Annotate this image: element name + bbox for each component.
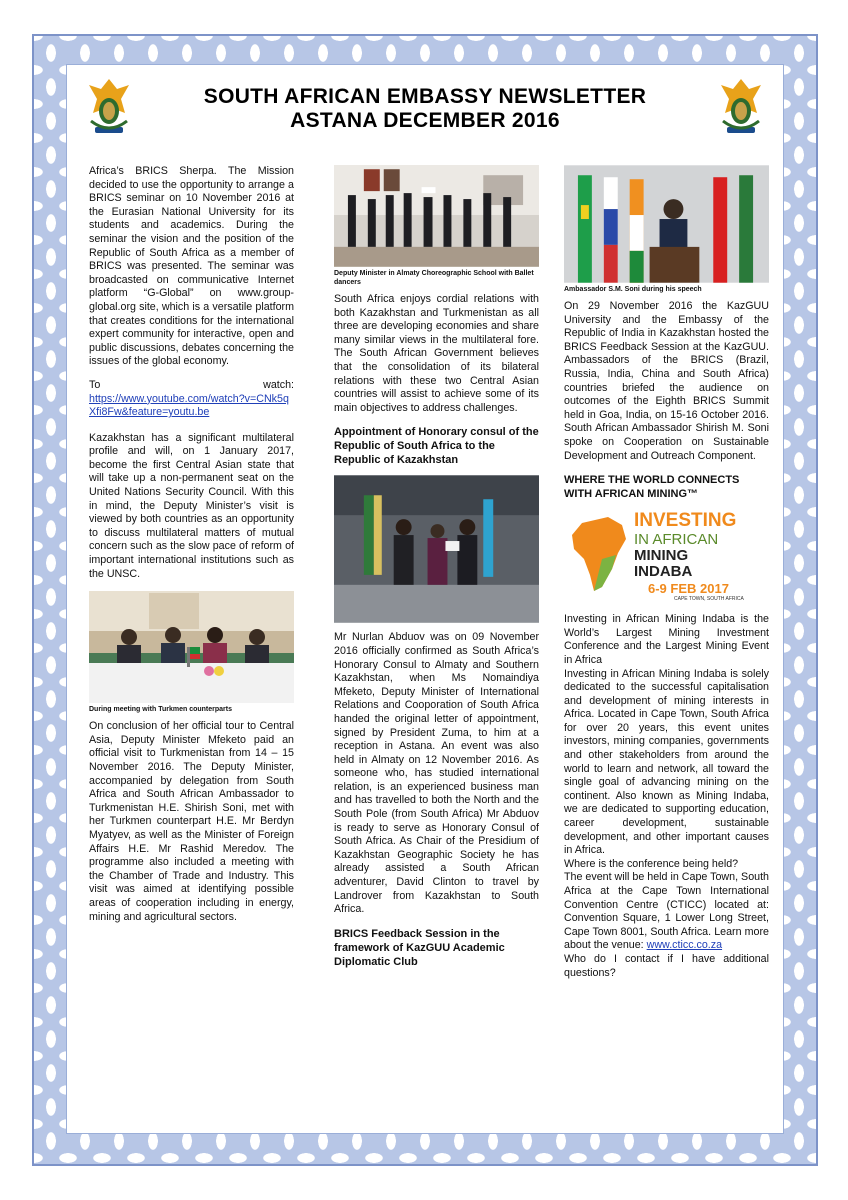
title-line-1: SOUTH AFRICAN EMBASSY NEWSLETTER [203,85,647,108]
section-heading: WHERE THE WORLD CONNECTS WITH AFRICAN MINING™ [564,474,740,501]
turkmen-meeting-photo [89,591,294,703]
logo-line-2: IN AFRICAN [634,531,719,549]
photo-caption: During meeting with Turkmen counterparts [89,706,232,714]
column-2 [334,165,539,977]
paragraph: Kazakhstan has a significant multilateral profile and will, on 1 January 2017, become the first Central Asian state that will take up a non-permanent seat on the United Nations Security Council. With this in mind, the Deputy Minister’s visit is viewed by both countries as an opportunity to discuss multilateral matters of mutual concern such as the slow pace of reform of important international institutions such as the UNSC. [89,431,294,580]
section-heading: Appointment of Honorary consul of the Republic of South Africa to the Republic of Kazakhstan [334,426,539,467]
honorary-consul-photo [334,475,539,623]
header [67,65,783,149]
youtube-link[interactable]: https://www.youtube.com/watch?v=CNk5qXfi8Fw&feature=youtu.be [89,392,289,419]
watch-label: To watch: [89,378,294,391]
column-3 [564,165,769,980]
title-line-2: ASTANA DECEMBER 2016 [290,109,560,132]
mining-indaba-logo [564,509,769,607]
section-heading: BRICS Feedback Session in the framework of KazGUU Academic Diplomatic Club [334,927,505,968]
ballet-dancers-photo [334,165,539,267]
ambassador-speech-photo [564,165,769,283]
column-1 [89,165,294,934]
logo-line-1: INVESTING [634,510,737,532]
photo-caption: Ambassador S.M. Soni during his speech [564,286,702,293]
paragraph: Where is the conference being held? [564,857,739,870]
paragraph: On 29 November 2016 the KazGUU University and the Embassy of the Republic of India in Kazakhstan hosted the BRICS Feedback Session at the KazGUU. Ambassadors of the BRICS (Brazil, Russia, India, China and South Africa) countries briefed the audience on outcomes of the Eighth BRICS Summit held in Goa, India, on 15-16 October 2016. South African Ambassador Shirish M. Soni spoke on Cooperation on Sustainable Development and Outreach Component. [564,300,769,462]
paragraph: Investing in African Mining Indaba is solely dedicated to the successful capitalisation and development of mining interests in Africa. Located in Cape Town, South Africa for over 20 years, this event unites investors, mining companies, governments and other stakeholders from around the world to learn and network, all toward the single goal of advancing mining on the continent. Also known as Mining Indaba, we are dedicated to supporting education, career development, sustainable development, and other important causes in Africa. [564,667,769,857]
paragraph: On conclusion of her official tour to Central Asia, Deputy Minister Mfeketo paid an official visit to Turkmenistan from 14 – 15 November 2016. The Deputy Minister, accompanied by delegation from South Africa and South African Ambassador to Turkmenistan H.E. Shirish Soni, met with her Turkmen counterpart H.E. Mr Berdyn Myatyev, as well as the Minister of Foreign Affairs H.E. Mr Rashid Meredov. The programme also included a meeting with the Chamber of Trade and Industry. This visit was aimed at identifying possible areas of cooperation including in energy, mining and agricultural sectors. [89,720,294,923]
paragraph: Mr Nurlan Abduov was on 09 November 2016 officially confirmed as South Africa’s Honorary Consul to Almaty and Southern Kazakhstan, when Ms Nomaindiya Mfeketo, Deputy Minister of International Relations and Cooporation of South Africa handed the original letter of appointment, signed by President Zuma, to him at a reception in Astana. An event was also held in Almaty on 12 November 2016. As someone who, has studied international relation, is an experienced business man and has travelled to both the North and the South Pole (from South Africa) Mr Abduov is ready to serve as Honorary Consul of South Africa. As Chair of the Presidium of Kazakhstan Geographic Society he has already assisted a South African adventurer, David Clinton to travel by Landrover from Kazakhstan to South Africa. [334,631,539,916]
venue-paragraph [564,871,769,953]
logo-line-4: INDABA [634,563,693,581]
venue-link[interactable]: www.cticc.co.za [646,939,723,952]
newsletter-content [66,64,784,1134]
video-link-block [89,379,294,420]
coat-of-arms-icon [87,77,131,137]
paragraph: South Africa enjoys cordial relations with both Kazakhstan and Turkmenistan as all three are developing economies and share many similar views in the multilateral fore. The South African Government believes that the consolidation of its bilateral relations with these two Central Asian countries will assist to achieve some of its main objectives to address challenges. [334,293,539,414]
logo-place: CAPE TOWN, SOUTH AFRICA [674,596,744,603]
page-title [137,85,713,133]
photo-caption: Deputy Minister in Almaty Choreographic School with Ballet dancers [334,270,534,286]
venue-text: The event will be held in Cape Town, South Africa at the Cape Town International Convention Centre (CTICC) located at: Convention Square, 1 Lower Long Street, Cape Town 8001, South Africa. Learn more about the venue: [564,871,769,952]
paragraph: Africa’s BRICS Sherpa. The Mission decided to use the opportunity to arrange a BRICS seminar on 10 November 2016 at the Eurasian National University for its students and academics. During the seminar the vision and the position of the Republic of South Africa as a member of BRICS was presented. The seminar was broadcasted on communicative Internet platform “G-Global” on www.group-global.org site, which is a versatile platform that creates conditions for the international expert community for interactive, open and public discussions, debates concerning the issues of the global economy. [89,165,294,368]
logo-line-3: MINING [634,547,689,565]
logo-dates: 6-9 FEB 2017 [648,581,729,597]
coat-of-arms-icon [719,77,763,137]
paragraph: Who do I contact if I have additional questions? [564,952,769,979]
paragraph: Investing in African Mining Indaba is the World’s Largest Mining Investment Conference and the Largest Mining Event in Africa [564,613,769,666]
